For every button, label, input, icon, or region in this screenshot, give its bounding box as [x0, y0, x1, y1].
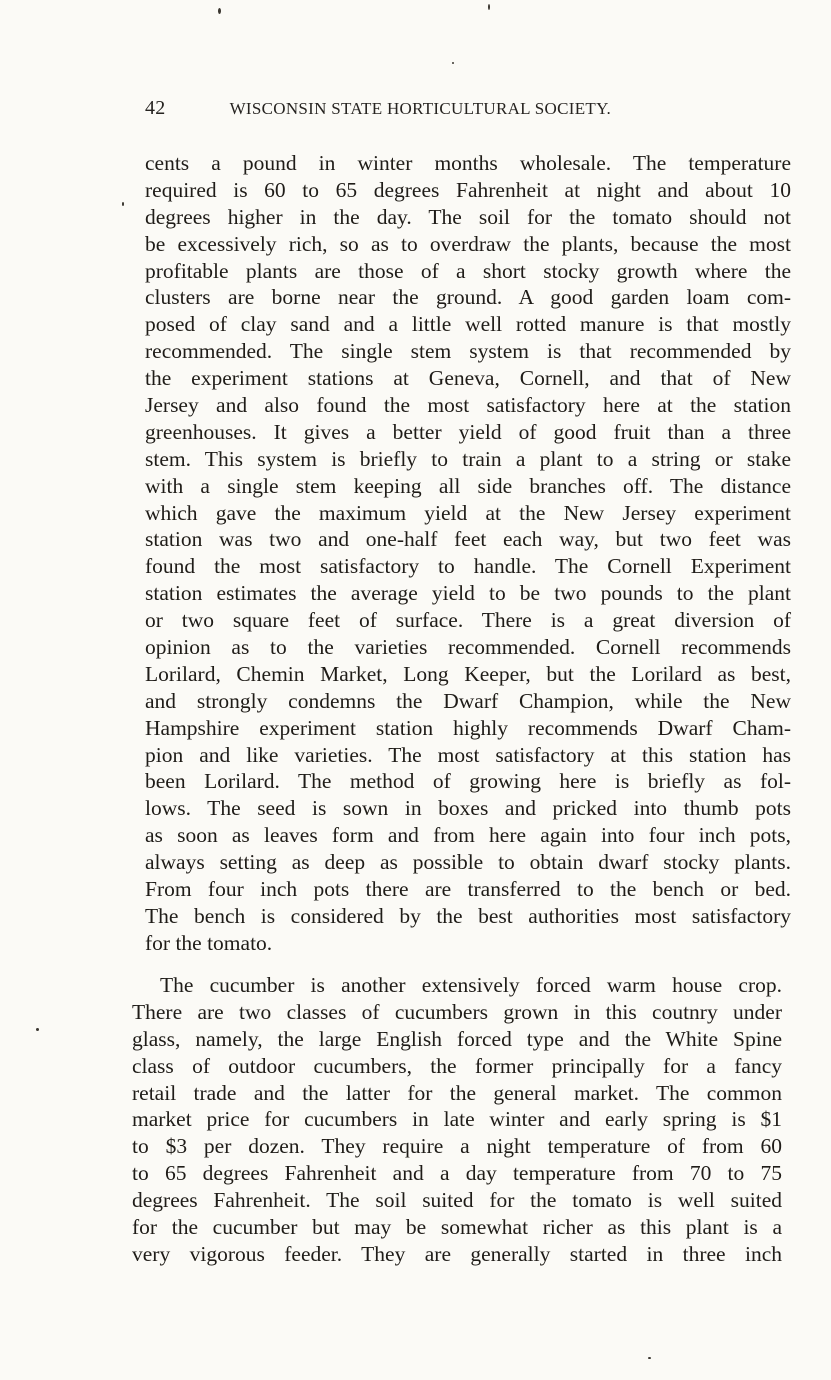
- text-line: recommended. The single stem system is that recommended by: [145, 339, 791, 364]
- text-line: Jersey and also found the most satisfactory here at the station: [145, 393, 791, 418]
- text-line: retail trade and the latter for the general market. The common: [132, 1080, 782, 1105]
- text-line: Hampshire experiment station highly recommends Dwarf Cham-: [145, 715, 791, 740]
- text-line: greenhouses. It gives a better yield of good fruit than a three: [145, 419, 791, 444]
- text-line: profitable plants are those of a short stocky growth where the: [145, 258, 791, 283]
- text-line: Lorilard, Chemin Market, Long Keeper, but the Lorilard as best,: [145, 661, 791, 686]
- scan-speck: [218, 8, 221, 14]
- text-line: very vigorous feeder. They are generally started in three inch: [132, 1241, 782, 1266]
- text-line: station estimates the average yield to be two pounds to the plant: [145, 581, 791, 606]
- text-line: glass, namely, the large English forced type and the White Spine: [132, 1026, 782, 1051]
- text-line: for the cucumber but may be somewhat richer as this plant is a: [132, 1215, 782, 1240]
- journal-title: WISCONSIN STATE HORTICULTURAL SOCIETY.: [229, 99, 612, 118]
- text-line: The bench is considered by the best authorities most satisfactory: [145, 903, 791, 928]
- text-line: The cucumber is another extensively forced warm house crop.: [160, 973, 782, 997]
- paragraph-tomato: [145, 150, 791, 957]
- scan-speck: [122, 202, 124, 206]
- text-line: and strongly condemns the Dwarf Champion, while the New: [145, 688, 791, 713]
- text-line: market price for cucumbers in late winter and early spring is $1: [132, 1107, 782, 1132]
- text-line: stem. This system is briefly to train a plant to a string or stake: [145, 446, 791, 471]
- text-line: to $3 per dozen. They require a night temperature of from 60: [132, 1134, 782, 1159]
- running-head: [145, 97, 725, 120]
- scan-speck: [648, 1357, 651, 1359]
- text-line: class of outdoor cucumbers, the former principally for a fancy: [132, 1053, 782, 1078]
- text-line: as soon as leaves form and from here again into four inch pots,: [145, 823, 791, 848]
- scan-speck: [36, 1028, 39, 1031]
- text-line: the experiment stations at Geneva, Cornell, and that of New: [145, 366, 791, 391]
- text-line: lows. The seed is sown in boxes and pricked into thumb pots: [145, 796, 791, 821]
- text-line: been Lorilard. The method of growing here is briefly as fol-: [145, 769, 791, 794]
- text-line: cents a pound in winter months wholesale. The temperature: [145, 151, 791, 175]
- text-line: degrees Fahrenheit. The soil suited for the tomato is well suited: [132, 1188, 782, 1213]
- text-line: with a single stem keeping all side branches off. The distance: [145, 473, 791, 498]
- scan-speck: [452, 62, 454, 64]
- text-line: which gave the maximum yield at the New Jersey experiment: [145, 500, 791, 525]
- text-line: There are two classes of cucumbers grown in this coutnry under: [132, 999, 782, 1024]
- text-line: pion and like varieties. The most satisfactory at this station has: [145, 742, 791, 767]
- text-line: be excessively rich, so as to overdraw the plants, because the most: [145, 231, 791, 256]
- page-number: 42: [145, 97, 166, 119]
- text-line: for the tomato.: [145, 930, 273, 955]
- text-line: clusters are borne near the ground. A good garden loam com-: [145, 285, 791, 310]
- text-line: always setting as deep as possible to obtain dwarf stocky plants.: [145, 850, 791, 875]
- text-line: to 65 degrees Fahrenheit and a day temperature from 70 to 75: [132, 1161, 782, 1186]
- text-line: posed of clay sand and a little well rotted manure is that mostly: [145, 312, 791, 337]
- paragraph-cucumber: [132, 972, 782, 1268]
- text-line: opinion as to the varieties recommended. Cornell recommends: [145, 635, 791, 660]
- text-line: found the most satisfactory to handle. The Cornell Experiment: [145, 554, 791, 579]
- text-line: station was two and one-half feet each way, but two feet was: [145, 527, 791, 552]
- text-line: required is 60 to 65 degrees Fahrenheit at night and about 10: [145, 177, 791, 202]
- text-line: From four inch pots there are transferred to the bench or bed.: [145, 877, 791, 902]
- text-line: degrees higher in the day. The soil for the tomato should not: [145, 204, 791, 229]
- scan-speck: [488, 4, 490, 10]
- text-line: or two square feet of surface. There is a great diversion of: [145, 608, 791, 633]
